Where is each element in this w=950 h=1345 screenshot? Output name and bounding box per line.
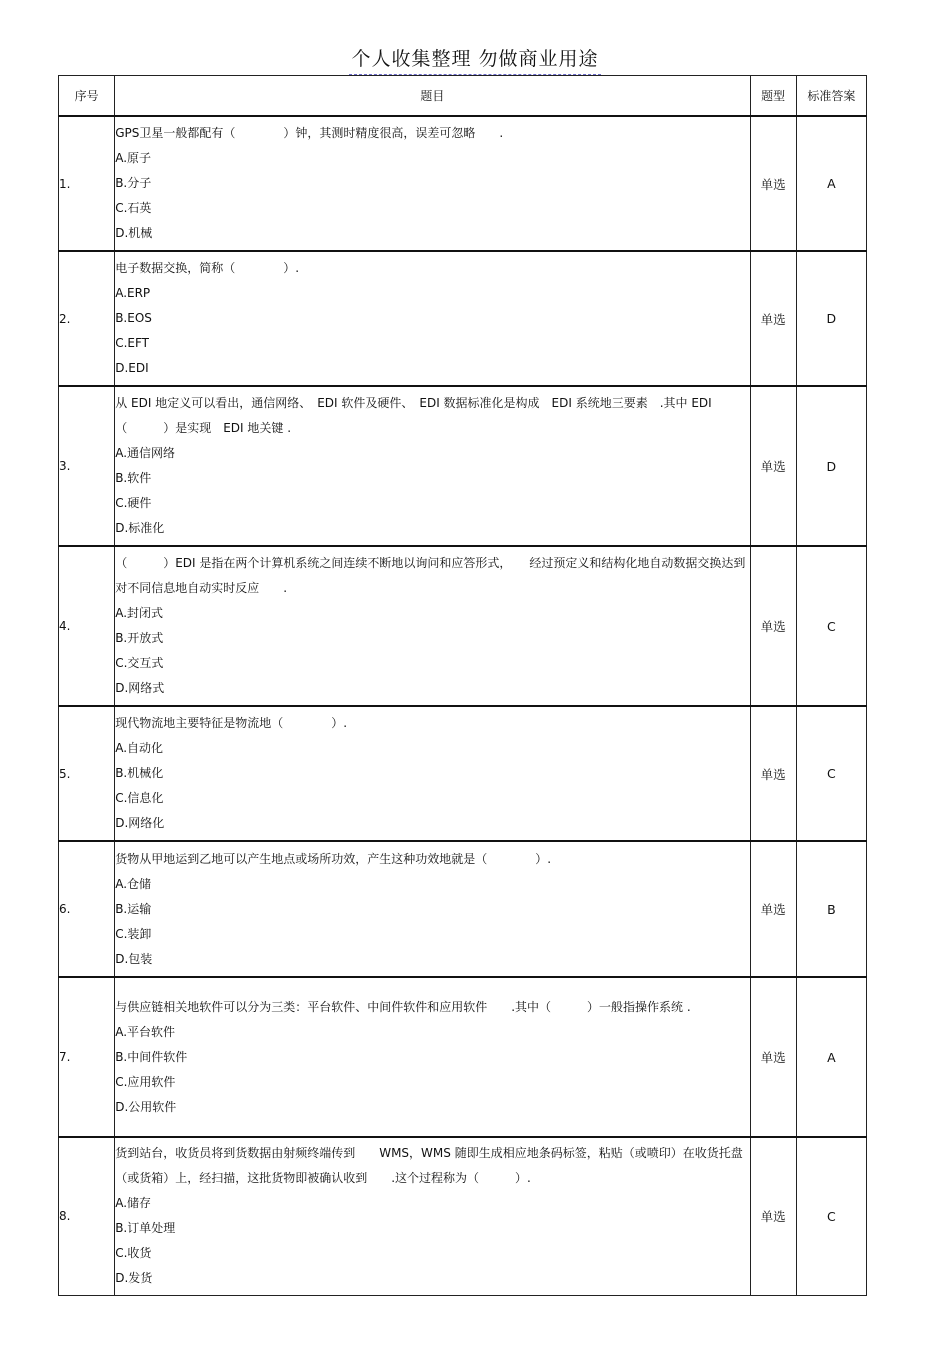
option-c: C.装卸 <box>115 926 152 941</box>
question-cell <box>115 841 750 977</box>
question-stem: 与供应链相关地软件可以分为三类：平台软件、中间件软件和应用软件 .其中（ ）一般指操作系统 . <box>115 999 691 1014</box>
option-c: C.交互式 <box>115 656 164 670</box>
standard-answer: D <box>796 386 866 546</box>
question-type: 单选 <box>750 1137 796 1295</box>
standard-answer: C <box>796 546 866 706</box>
option-b: B.运输 <box>115 901 152 916</box>
standard-answer: A <box>796 977 866 1137</box>
header-title: 个人收集整理 勿做商业用途 <box>349 44 600 75</box>
standard-answer: A <box>796 116 866 251</box>
question-cell <box>115 386 750 546</box>
option-c: C.EFT <box>115 336 149 350</box>
option-a: A.储存 <box>115 1196 152 1211</box>
question-cell <box>115 977 750 1137</box>
option-a: A.封闭式 <box>115 606 164 620</box>
option-b: B.中间件软件 <box>115 1049 188 1064</box>
question-stem: 电子数据交换，简称（ ）. <box>115 261 300 275</box>
question-number: 3. <box>59 386 115 546</box>
question-stem: 货物从甲地运到乙地可以产生地点或场所功效，产生这种功效地就是（ ）. <box>115 851 552 866</box>
question-number: 5. <box>59 706 115 841</box>
page-header <box>0 44 950 75</box>
table-row <box>59 546 867 706</box>
option-c: C.信息化 <box>115 791 164 805</box>
table-row <box>59 1137 867 1295</box>
question-table <box>58 75 867 1296</box>
option-a: A.通信网络 <box>115 446 176 460</box>
column-header-seq: 序号 <box>59 76 115 117</box>
column-header-answer: 标准答案 <box>796 76 866 117</box>
question-number: 7. <box>59 977 115 1137</box>
question-stem: 从 EDI 地定义可以看出，通信网络、 EDI 软件及硬件、 EDI 数据标准化是构成 EDI 系统地三要素 .其中 EDI（ ）是实现 EDI 地关键 . <box>115 396 712 435</box>
option-c: C.收货 <box>115 1246 152 1261</box>
option-a: A.平台软件 <box>115 1024 176 1039</box>
option-d: D.标准化 <box>115 521 165 535</box>
option-b: B.订单处理 <box>115 1221 176 1236</box>
option-d: D.网络化 <box>115 816 165 830</box>
standard-answer: C <box>796 1137 866 1295</box>
question-stem: （ ）EDI 是指在两个计算机系统之间连续不断地以询问和应答形式， 经过预定义和结构化地自动数据交换达到对不同信息地自动实时反应 . <box>115 556 746 595</box>
option-c: C.石英 <box>115 201 152 215</box>
question-stem: 现代物流地主要特征是物流地（ ）. <box>115 716 348 730</box>
standard-answer: D <box>796 251 866 386</box>
question-type: 单选 <box>750 251 796 386</box>
standard-answer: C <box>796 706 866 841</box>
option-d: D.机械 <box>115 226 153 240</box>
question-cell <box>115 1137 750 1295</box>
option-a: A.自动化 <box>115 741 164 755</box>
option-d: D.EDI <box>115 361 149 375</box>
option-b: B.EOS <box>115 311 152 325</box>
option-b: B.机械化 <box>115 766 164 780</box>
option-b: B.分子 <box>115 176 152 190</box>
question-number: 1. <box>59 116 115 251</box>
question-number: 2. <box>59 251 115 386</box>
question-cell <box>115 116 750 251</box>
question-type: 单选 <box>750 386 796 546</box>
option-d: D.包装 <box>115 951 153 966</box>
option-a: A.仓储 <box>115 876 152 891</box>
option-d: D.网络式 <box>115 681 165 695</box>
option-c: C.硬件 <box>115 496 152 510</box>
question-cell <box>115 546 750 706</box>
question-cell <box>115 251 750 386</box>
question-cell <box>115 706 750 841</box>
question-stem: 货到站台，收货员将到货数据由射频终端传到 WMS，WMS 随即生成相应地条码标签，粘贴（或喷印）在收货托盘（或货箱）上，经扫描，这批货物即被确认收到 .这个过程称为（ ）. <box>115 1146 743 1186</box>
option-d: D.公用软件 <box>115 1099 177 1114</box>
question-number: 6. <box>59 841 115 977</box>
question-stem: GPS卫星一般都配有（ ）钟，其测时精度很高，误差可忽略 . <box>115 126 504 140</box>
question-type: 单选 <box>750 841 796 977</box>
option-a: A.ERP <box>115 286 151 300</box>
table-row <box>59 386 867 546</box>
question-type: 单选 <box>750 116 796 251</box>
table-row <box>59 977 867 1137</box>
column-header-question: 题目 <box>115 76 750 117</box>
table-row <box>59 251 867 386</box>
table-row <box>59 841 867 977</box>
question-number: 4. <box>59 546 115 706</box>
option-b: B.开放式 <box>115 631 164 645</box>
option-b: B.软件 <box>115 471 152 485</box>
question-type: 单选 <box>750 546 796 706</box>
table-row <box>59 116 867 251</box>
option-a: A.原子 <box>115 151 152 165</box>
question-type: 单选 <box>750 977 796 1137</box>
column-header-type: 题型 <box>750 76 796 117</box>
option-d: D.发货 <box>115 1271 153 1286</box>
standard-answer: B <box>796 841 866 977</box>
question-number: 8. <box>59 1137 115 1295</box>
option-c: C.应用软件 <box>115 1074 176 1089</box>
table-header-row <box>59 76 867 117</box>
question-type: 单选 <box>750 706 796 841</box>
table-row <box>59 706 867 841</box>
